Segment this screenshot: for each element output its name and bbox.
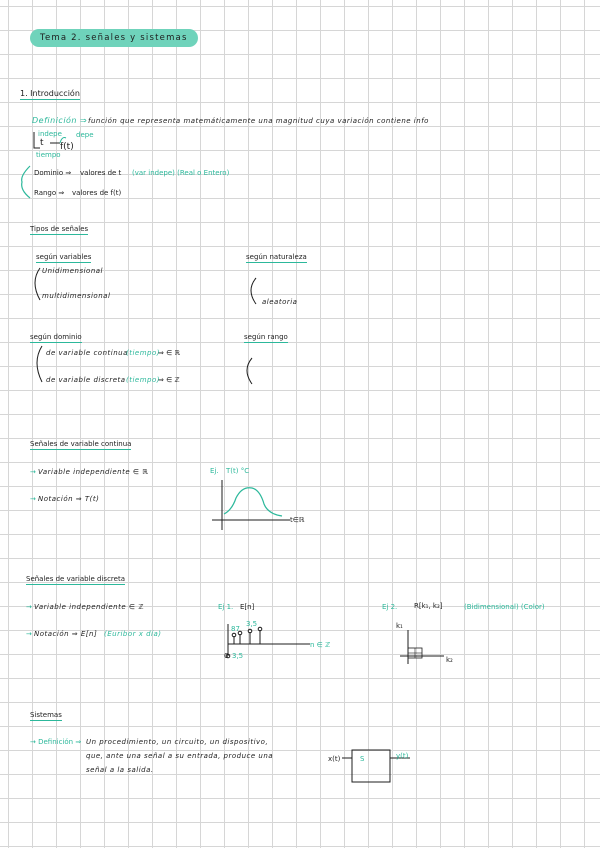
ej1-label: Ej 1. — [218, 603, 234, 611]
continua-axis-label: t∈ℝ — [290, 516, 305, 524]
segun-naturaleza-heading: según naturaleza — [246, 253, 307, 261]
discreta-not-arrow: → — [26, 630, 32, 638]
tiempo-note: tiempo — [36, 151, 61, 159]
continua-heading: Señales de variable continua — [30, 440, 132, 448]
dominio-rango-bracket-icon — [18, 164, 34, 200]
continua-example-plot — [210, 478, 310, 538]
formula-t: t — [40, 138, 44, 148]
sistemas-heading: Sistemas — [30, 711, 62, 719]
rango-text: valores de f(t) — [72, 189, 122, 197]
variable-item-uni: Unidimensional — [42, 267, 104, 275]
ej2-label: Ej 2. — [382, 603, 398, 611]
indepe-note: indepe — [38, 130, 62, 138]
discreta-var-arrow: → — [26, 603, 32, 611]
ej1-origin: 0 — [224, 652, 229, 660]
ej2-text: R[k₁, k₂] — [414, 602, 443, 610]
system-input-label: x(t) — [328, 755, 341, 763]
rango-label: Rango ⇒ — [34, 189, 65, 197]
intro-brace-icon — [30, 130, 70, 160]
segun-rango-heading: según rango — [244, 333, 288, 341]
discreta-var-text: Variable independiente ∈ ℤ — [34, 603, 144, 611]
continua-var-arrow: → — [30, 468, 36, 476]
continua-ej-label: Ej. — [210, 467, 219, 475]
dependiente-note: depe — [76, 131, 94, 139]
ej2-note: (Bidimensional) (Color) — [464, 603, 545, 611]
ej2-grid-plot — [398, 626, 448, 666]
continua-not-arrow: → — [30, 495, 36, 503]
ej1-low: 3,5 — [232, 652, 244, 660]
tipos-heading: Tipos de señales — [30, 225, 89, 233]
naturaleza-item-aleatoria: aleatoria — [262, 298, 298, 306]
ej1-text: E[n] — [240, 603, 255, 611]
ej1-axis: n ∈ ℤ — [310, 641, 331, 649]
dominio-bracket-icon — [30, 344, 44, 384]
discreta-set: ⇒ ∈ ℤ — [158, 376, 180, 384]
page-title: Tema 2. señales y sistemas — [30, 29, 198, 47]
discreta-note: (tiempo) — [126, 376, 161, 384]
discreta-heading: Señales de variable discreta — [26, 575, 125, 583]
formula-f: f(t) — [60, 142, 74, 152]
discreta-text: de variable discreta — [46, 376, 126, 384]
ej2-x-label: k₂ — [446, 656, 453, 664]
continua-not-text: Notación ⇒ T(t) — [38, 495, 100, 503]
sistemas-def-line-2: que, ante una señal a su entrada, produce una — [86, 752, 274, 760]
system-output-label: y(t) — [396, 752, 409, 760]
system-block-diagram — [330, 748, 440, 784]
continua-var-text: Variable independiente ∈ ℝ — [38, 468, 149, 476]
dominio-note: (var indepe) (Real o Entero) — [132, 169, 230, 177]
dominio-text: valores de t — [80, 169, 122, 177]
sistemas-def-line-3: señal a la salida. — [86, 766, 154, 774]
segun-variables-heading: según variables — [36, 253, 92, 261]
system-box-label: S — [360, 755, 365, 763]
variables-bracket-icon — [28, 266, 42, 302]
discreta-not-text: Notación ⇒ E[n] — [34, 630, 98, 638]
ej2-y-label: k₁ — [396, 622, 403, 630]
continua-note: (tiempo) — [126, 349, 161, 357]
ej1-value-b: 3,5 — [246, 620, 258, 628]
discreta-not-note: (Euribor x día) — [104, 630, 162, 638]
continua-set: ⇒ ∈ ℝ — [158, 349, 180, 357]
definition-label: Definición ⇒ — [32, 116, 88, 125]
ej1-value-a: 87 — [231, 625, 240, 633]
sistemas-def-label: → Definición ⇒ — [30, 738, 82, 746]
sistemas-def-line-1: Un procedimiento, un circuito, un dispositivo, — [86, 738, 269, 746]
naturaleza-bracket-icon — [244, 276, 258, 306]
continua-text: de variable continua — [46, 349, 128, 357]
segun-dominio-heading: según dominio — [30, 333, 82, 341]
continua-ej-text: T(t) °C — [226, 467, 250, 475]
rango-bracket-icon — [240, 356, 254, 386]
variable-item-multi: multidimensional — [42, 292, 111, 300]
dominio-label: Dominio ⇒ — [34, 169, 72, 177]
intro-heading: 1. Introducción — [20, 89, 80, 98]
definition-text: función que representa matemáticamente una magnitud cuya variación contiene info — [88, 117, 429, 125]
